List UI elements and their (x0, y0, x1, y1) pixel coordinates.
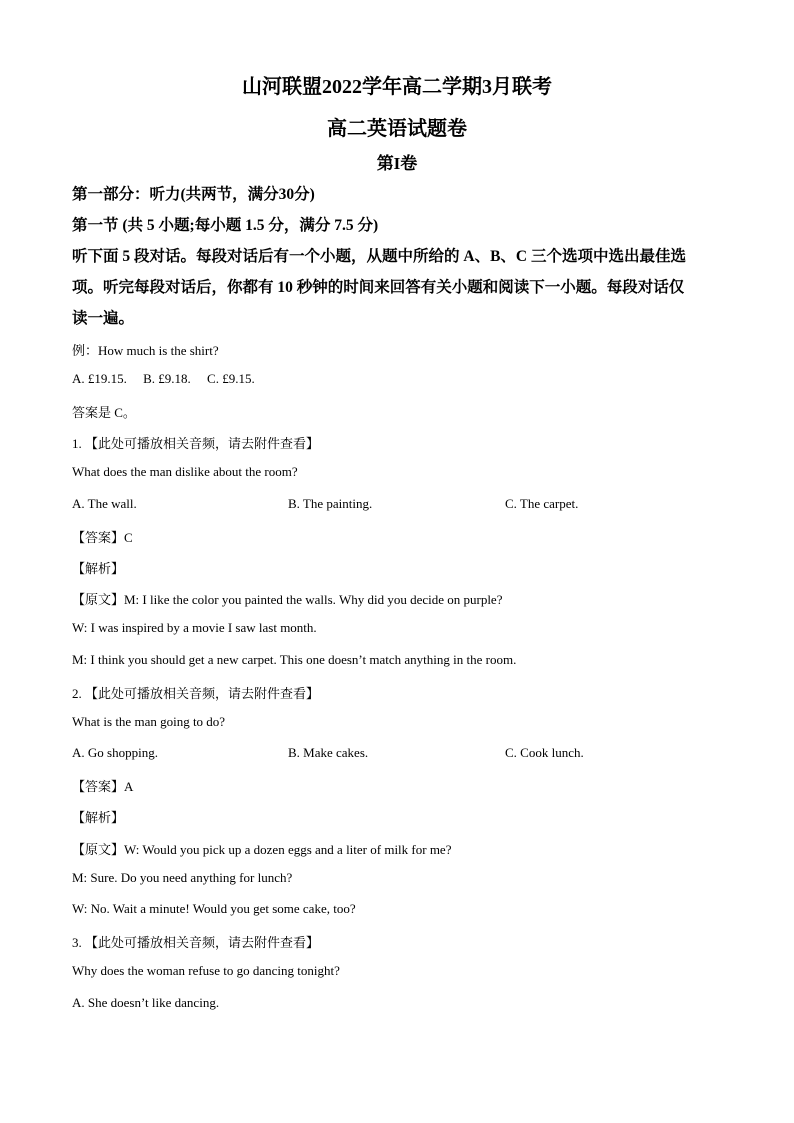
question-1-option-b: B. The painting. (288, 496, 373, 511)
question-1-analysis: 【解析】 (72, 561, 125, 576)
question-3-text: Why does the woman refuse to go dancing tonight? (72, 963, 340, 978)
instructions-line-2: 项。听完每段对话后，你都有 10 秒钟的时间来回答有关小题和阅读下一小题。每段对话仅 (72, 279, 685, 296)
page-subtitle: 高二英语试题卷 (327, 118, 467, 140)
question-1-answer: 【答案】C (72, 530, 133, 545)
question-2-transcript-1: 【原文】W: Would you pick up a dozen eggs and a liter of milk for me? (72, 842, 452, 857)
instructions-line-3: 读一遍。 (72, 310, 135, 327)
example-answer: 答案是 C。 (72, 405, 136, 420)
question-1-option-a: A. The wall. (72, 496, 137, 511)
section-heading: 第一节 (共 5 小题;每小题 1.5 分，满分 7.5 分) (72, 217, 379, 234)
example-options: A. £19.15. B. £9.18. C. £9.15. (72, 371, 255, 386)
question-2-option-a: A. Go shopping. (72, 745, 158, 760)
question-2-option-c: C. Cook lunch. (505, 745, 584, 760)
page-title: 山河联盟2022学年高二学期3月联考 (242, 76, 552, 98)
question-2-text: What is the man going to do? (72, 714, 226, 729)
question-3-option-a: A. She doesn’t like dancing. (72, 995, 220, 1010)
question-1-text: What does the man dislike about the room? (72, 464, 298, 479)
question-2-header: 2. 【此处可播放相关音频，请去附件查看】 (72, 686, 320, 701)
volume-label: 第I卷 (376, 154, 418, 173)
question-2-answer: 【答案】A (72, 779, 134, 794)
question-1-transcript-3: M: I think you should get a new carpet. This one doesn’t match anything in the room. (72, 652, 517, 667)
example-question: 例：How much is the shirt? (72, 343, 219, 358)
question-3-header: 3. 【此处可播放相关音频，请去附件查看】 (72, 935, 320, 950)
question-1-option-c: C. The carpet. (505, 496, 579, 511)
question-2-analysis: 【解析】 (72, 810, 125, 825)
question-2-transcript-2: M: Sure. Do you need anything for lunch? (72, 870, 293, 885)
part-heading: 第一部分：听力(共两节，满分30分) (72, 186, 315, 203)
instructions-line-1: 听下面 5 段对话。每段对话后有一个小题，从题中所给的 A、B、C 三个选项中选出最佳选 (72, 248, 686, 265)
question-1-header: 1. 【此处可播放相关音频，请去附件查看】 (72, 436, 320, 451)
question-2-transcript-3: W: No. Wait a minute! Would you get some cake, too? (72, 901, 356, 916)
question-2-option-b: B. Make cakes. (288, 745, 369, 760)
question-1-transcript-2: W: I was inspired by a movie I saw last month. (72, 620, 317, 635)
question-1-transcript-1: 【原文】M: I like the color you painted the walls. Why did you decide on purple? (72, 592, 503, 607)
